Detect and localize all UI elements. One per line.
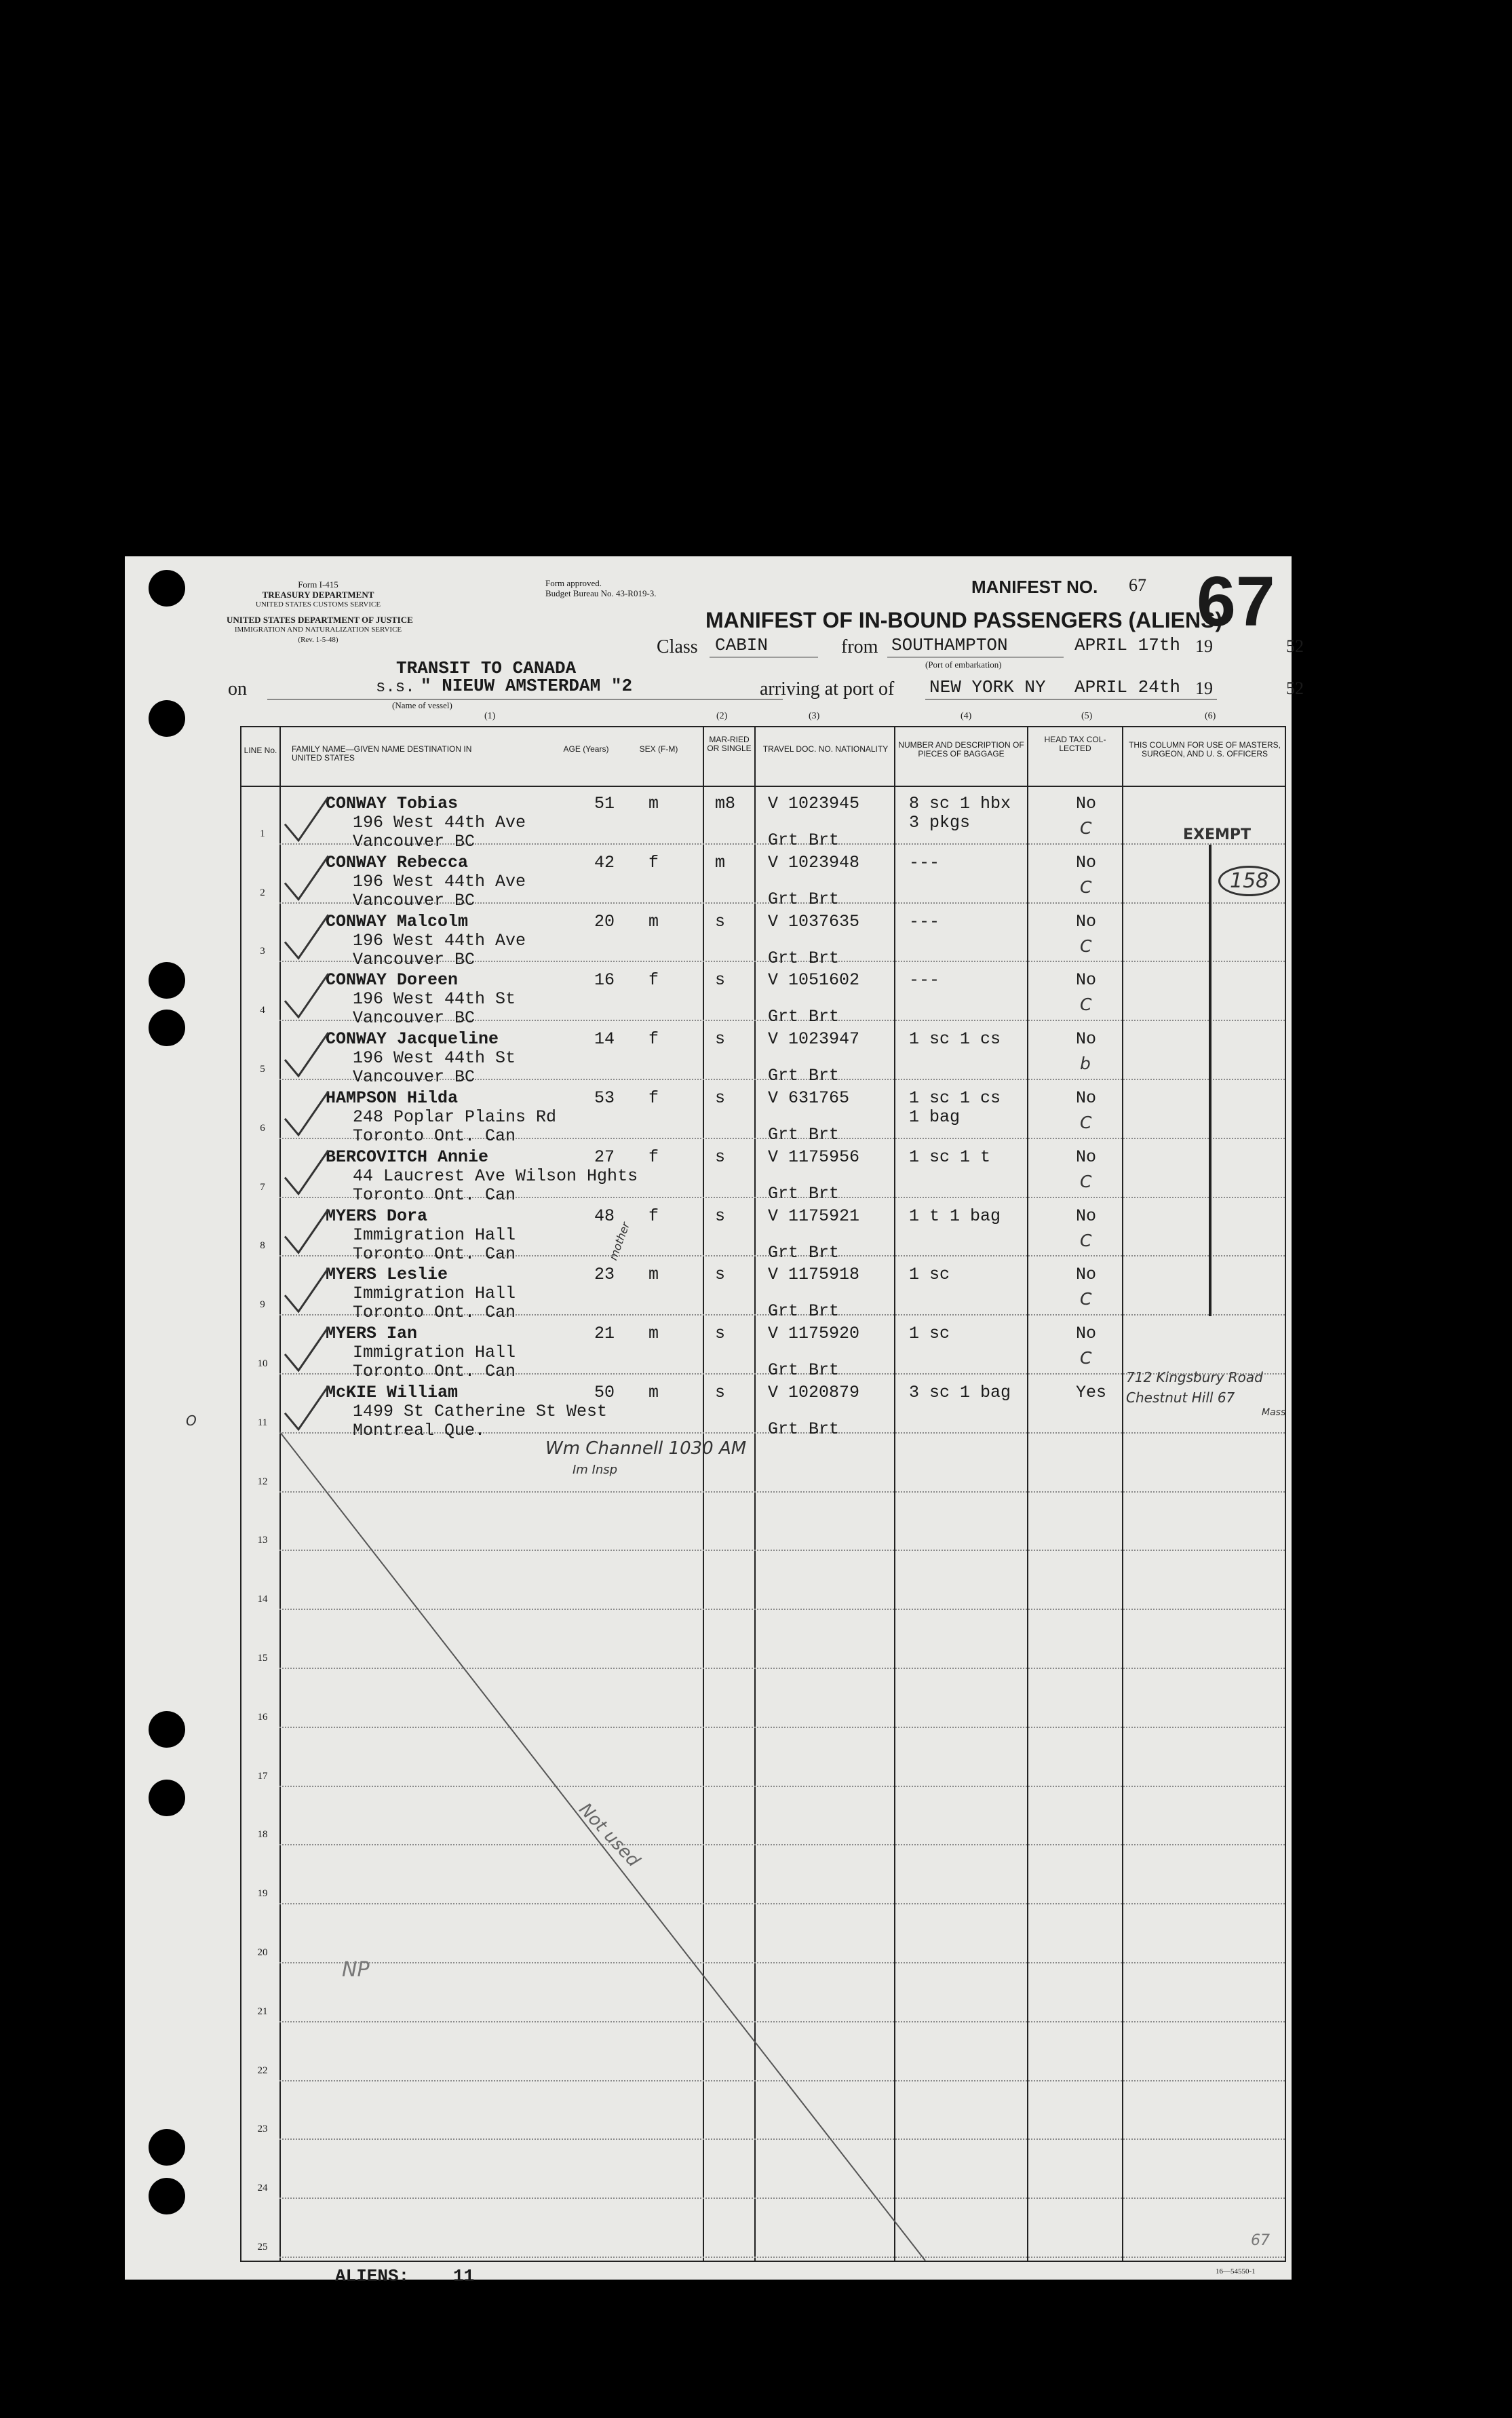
col-number: (6) <box>1205 711 1216 721</box>
line-number: 18 <box>257 1829 268 1841</box>
passenger-address-city: Vancouver BC <box>353 832 476 851</box>
passenger-age: 50 <box>594 1383 615 1402</box>
passenger-marital: m <box>715 852 726 872</box>
check-mark <box>285 915 328 958</box>
passenger-address-city: Toronto Ont. Can <box>353 1126 516 1146</box>
passenger-name: CONWAY Jacqueline <box>326 1029 499 1050</box>
check-mark <box>285 1151 328 1194</box>
passenger-address-city: Vancouver BC <box>353 890 476 910</box>
passenger-address-line: 196 West 44th St <box>353 989 516 1010</box>
check-mark <box>285 1386 328 1429</box>
col-number: (1) <box>484 711 496 721</box>
passenger-sex: m <box>648 1383 659 1402</box>
line-number: 9 <box>260 1299 265 1311</box>
passenger-name: CONWAY Doreen <box>326 970 459 991</box>
passenger-tax-mark: C <box>1080 1348 1092 1368</box>
col-number: (4) <box>961 711 972 721</box>
passenger-head-tax: No <box>1076 794 1097 813</box>
passenger-travel-doc: V 1037635 <box>768 911 860 932</box>
passenger-baggage: 1 sc <box>909 1324 950 1344</box>
passenger-address-city: Toronto Ont. Can <box>353 1244 516 1264</box>
col-travel-doc: TRAVEL DOC. NO. NATIONALITY <box>762 744 889 754</box>
passenger-head-tax: No <box>1076 1088 1097 1108</box>
passenger-marital: s <box>715 970 726 991</box>
passenger-sex: f <box>648 970 659 991</box>
page-note: 67 <box>1251 2232 1270 2249</box>
passenger-age: 53 <box>594 1088 615 1108</box>
passenger-tax-mark: C <box>1080 877 1092 897</box>
line-number: 8 <box>260 1240 265 1252</box>
passenger-head-tax: Yes <box>1076 1383 1107 1402</box>
passenger-sex: m <box>648 1324 659 1344</box>
passenger-name: CONWAY Malcolm <box>326 911 469 932</box>
line-number: 19 <box>257 1888 268 1900</box>
line-number: 25 <box>257 2242 268 2252</box>
print-code: 16—54550-1 <box>1216 2267 1256 2276</box>
mckie-note-1: 712 Kingsbury Road <box>1126 1369 1263 1385</box>
passenger-name: CONWAY Rebecca <box>326 852 469 872</box>
passenger-address-line: 196 West 44th Ave <box>353 930 526 951</box>
passenger-sex: m <box>648 911 659 932</box>
line-number: 17 <box>257 1770 268 1782</box>
passenger-marital: s <box>715 1206 726 1226</box>
passenger-name: CONWAY Tobias <box>326 794 459 813</box>
manifest-title: MANIFEST OF IN-BOUND PASSENGERS (ALIENS) <box>705 608 1223 632</box>
line-number: 4 <box>260 1005 265 1016</box>
col-married: MAR-RIED OR SINGLE <box>707 735 752 753</box>
passenger-nationality: Grt Brt <box>768 948 840 968</box>
passenger-head-tax: No <box>1076 1265 1097 1285</box>
passenger-travel-doc: V 1023948 <box>768 852 860 872</box>
passenger-tax-mark: C <box>1080 936 1092 956</box>
passenger-travel-doc: V 1023947 <box>768 1029 860 1050</box>
passenger-travel-doc: V 1051602 <box>768 970 860 991</box>
inspector-title: Im Insp <box>573 1463 618 1477</box>
passenger-address-line: Immigration Hall <box>353 1225 516 1245</box>
passenger-nationality: Grt Brt <box>768 1242 840 1263</box>
year-prefix-1: 19 <box>1195 636 1213 656</box>
passenger-travel-doc: V 1020879 <box>768 1383 860 1402</box>
passenger-baggage: 1 t 1 bag <box>909 1206 1001 1226</box>
passenger-baggage: 1 sc 1 cs <box>909 1029 1001 1050</box>
passenger-name: McKIE William <box>326 1383 459 1402</box>
passenger-tax-mark: C <box>1080 1171 1092 1191</box>
line-number: 22 <box>257 2065 268 2076</box>
line-number: 13 <box>257 1535 268 1546</box>
passenger-travel-doc: V 1175921 <box>768 1206 860 1226</box>
exempt-note: EXEMPT <box>1183 826 1252 843</box>
line-number: 1 <box>260 828 265 839</box>
passenger-baggage: 1 sc <box>909 1265 950 1285</box>
line-number: 15 <box>257 1653 268 1664</box>
passenger-age: 27 <box>594 1147 615 1167</box>
vessel-caption: (Name of vessel) <box>392 700 452 710</box>
col-head-tax: HEAD TAX COL-LECTED <box>1044 735 1106 753</box>
passenger-head-tax: No <box>1076 852 1097 872</box>
line-number: 20 <box>257 1947 268 1958</box>
form-id: Form I-415 <box>298 579 338 590</box>
passenger-baggage: 1 sc 1 cs <box>909 1088 1001 1108</box>
mckie-note-3: Mass <box>1262 1407 1286 1418</box>
passenger-travel-doc: V 1175918 <box>768 1265 860 1285</box>
passenger-head-tax: No <box>1076 1147 1097 1167</box>
col-name-destination: FAMILY NAME—GIVEN NAME DESTINATION IN UNITED STATES <box>292 744 472 763</box>
passenger-nationality: Grt Brt <box>768 1183 840 1204</box>
passenger-baggage: 1 sc 1 t <box>909 1147 991 1167</box>
passenger-marital: m8 <box>715 794 736 813</box>
pen-marks <box>125 556 1292 2280</box>
revision: (Rev. 1-5-48) <box>298 636 338 644</box>
passenger-sex: f <box>648 852 659 872</box>
on-label: on <box>228 678 247 699</box>
passenger-marital: s <box>715 1324 726 1344</box>
line-number: 14 <box>257 1594 268 1605</box>
line-number: 12 <box>257 1476 268 1487</box>
col-number: (2) <box>716 711 728 721</box>
department: TREASURY DEPARTMENT <box>262 590 374 600</box>
passenger-baggage: --- <box>909 911 940 932</box>
passenger-age: 16 <box>594 970 615 991</box>
line-number: 5 <box>260 1064 265 1075</box>
col-line-no: LINE No. <box>244 746 277 755</box>
embarkation-port: SOUTHAMPTON <box>891 635 1008 655</box>
passenger-marital: s <box>715 1265 726 1285</box>
passenger-name: MYERS Dora <box>326 1206 428 1226</box>
passenger-baggage: --- <box>909 852 940 872</box>
passenger-nationality: Grt Brt <box>768 1360 840 1381</box>
passenger-name: MYERS Leslie <box>326 1265 448 1285</box>
class-value: CABIN <box>715 635 769 655</box>
passenger-name: BERCOVITCH Annie <box>326 1147 489 1167</box>
manifest-no-big: 67 <box>1197 562 1275 641</box>
mother-note: mother <box>606 1220 632 1263</box>
col-officers: THIS COLUMN FOR USE OF MASTERS, SURGEON, AND U. S. OFFICERS <box>1129 740 1281 759</box>
line-number: 21 <box>257 2006 268 2017</box>
passenger-nationality: Grt Brt <box>768 1301 840 1322</box>
passenger-tax-mark: C <box>1080 818 1092 838</box>
mckie-note-2: Chestnut Hill 67 <box>1126 1389 1235 1406</box>
passenger-address-city: Vancouver BC <box>353 1067 476 1088</box>
passenger-age: 51 <box>594 794 615 813</box>
passenger-age: 23 <box>594 1265 615 1285</box>
passenger-address-city: Vancouver BC <box>353 949 476 970</box>
ins-service: IMMIGRATION AND NATURALIZATION SERVICE <box>234 626 402 634</box>
col-baggage: NUMBER AND DESCRIPTION OF PIECES OF BAGGAGE <box>898 740 1024 759</box>
passenger-address-city: Montreal Que. <box>353 1421 486 1440</box>
passenger-sex: f <box>648 1147 659 1167</box>
passenger-address-city: Toronto Ont. Can <box>353 1303 516 1323</box>
passenger-head-tax: No <box>1076 911 1097 932</box>
line-number: 3 <box>260 946 265 957</box>
departure-date: APRIL 17th <box>1074 635 1181 655</box>
passenger-age: 14 <box>594 1029 615 1050</box>
passenger-address-line: Immigration Hall <box>353 1343 516 1363</box>
line11-mark: O <box>186 1413 197 1429</box>
aliens-label: ALIENS: <box>335 2266 410 2286</box>
check-mark <box>285 974 328 1017</box>
passenger-sex: m <box>648 1265 659 1285</box>
embarkation-caption: (Port of embarkation) <box>925 659 1002 670</box>
form-approved: Form approved. <box>545 578 602 588</box>
lower-initials: NP <box>342 1958 370 1982</box>
passenger-marital: s <box>715 1383 726 1402</box>
budget-bureau: Budget Bureau No. 43-R019-3. <box>545 588 657 598</box>
passenger-address-line: 196 West 44th St <box>353 1048 516 1069</box>
arrival-port: NEW YORK NY <box>929 677 1046 697</box>
aliens-count: 11 <box>453 2266 475 2286</box>
class-label: Class <box>657 636 698 657</box>
passenger-baggage: 3 sc 1 bag <box>909 1383 1011 1402</box>
arrival-date: APRIL 24th <box>1074 677 1181 697</box>
passenger-tax-mark: C <box>1080 995 1092 1015</box>
passenger-head-tax: No <box>1076 970 1097 991</box>
passenger-tax-mark: C <box>1080 1113 1092 1132</box>
passenger-name: MYERS Ian <box>326 1324 418 1344</box>
passenger-address-line: 248 Poplar Plains Rd <box>353 1107 557 1127</box>
passenger-age: 48 <box>594 1206 615 1226</box>
passenger-nationality: Grt Brt <box>768 889 840 909</box>
col-sex: SEX (F-M) <box>639 744 678 754</box>
passenger-marital: s <box>715 1088 726 1108</box>
passenger-address-line: Immigration Hall <box>353 1284 516 1304</box>
line-number: 23 <box>257 2124 268 2135</box>
passenger-address-city: Toronto Ont. Can <box>353 1185 516 1205</box>
passenger-address-line: 196 West 44th Ave <box>353 871 526 891</box>
passenger-nationality: Grt Brt <box>768 1125 840 1145</box>
manifest-label: MANIFEST NO. <box>971 577 1098 597</box>
passenger-tax-mark: C <box>1080 1230 1092 1250</box>
line-number: 10 <box>257 1358 268 1369</box>
check-mark <box>285 797 328 841</box>
passenger-sex: f <box>648 1088 659 1108</box>
line-number: 16 <box>257 1711 268 1723</box>
col-number: (3) <box>809 711 820 721</box>
transit-note: TRANSIT TO CANADA <box>396 658 577 678</box>
passenger-baggage: 8 sc 1 hbx <box>909 794 1011 813</box>
passenger-age: 21 <box>594 1324 615 1344</box>
line-number: 6 <box>260 1122 265 1134</box>
passenger-baggage: --- <box>909 970 940 991</box>
passenger-name: HAMPSON Hilda <box>326 1088 459 1108</box>
passenger-nationality: Grt Brt <box>768 830 840 850</box>
from-label: from <box>841 636 878 657</box>
passenger-head-tax: No <box>1076 1029 1097 1050</box>
passenger-travel-doc: V 1175920 <box>768 1324 860 1344</box>
customs-service: UNITED STATES CUSTOMS SERVICE <box>255 600 381 609</box>
check-mark <box>285 1209 328 1252</box>
line-number: 11 <box>257 1417 268 1428</box>
manifest-page <box>125 556 1304 2286</box>
check-mark <box>285 1033 328 1076</box>
line-number: 24 <box>257 2183 268 2194</box>
passenger-nationality: Grt Brt <box>768 1007 840 1027</box>
passenger-tax-mark: C <box>1080 1289 1092 1309</box>
col-age: AGE (Years) <box>563 744 609 754</box>
vessel-prefix: s.s. <box>376 678 415 697</box>
check-mark <box>285 1092 328 1135</box>
inspector-signature: Wm Channell 1030 AM <box>545 1438 747 1459</box>
passenger-head-tax: No <box>1076 1324 1097 1344</box>
passenger-sex: f <box>648 1206 659 1226</box>
manifest-no-small: 67 <box>1129 575 1146 595</box>
passenger-tax-mark: b <box>1080 1054 1091 1074</box>
year-suffix-2: 52 <box>1286 678 1304 698</box>
passenger-address-city: Toronto Ont. Can <box>353 1362 516 1382</box>
check-mark <box>285 1268 328 1311</box>
passenger-address-line: 44 Laucrest Ave Wilson Hghts <box>353 1166 638 1186</box>
arriving-label: arriving at port of <box>760 678 895 699</box>
passenger-address-city: Vancouver BC <box>353 1008 476 1029</box>
check-mark <box>285 1327 328 1370</box>
year-suffix-1: 52 <box>1286 636 1304 656</box>
passenger-travel-doc: V 1175956 <box>768 1147 860 1167</box>
not-used-diagonal <box>279 1432 925 2261</box>
passenger-address-line: 196 West 44th Ave <box>353 813 526 832</box>
passenger-nationality: Grt Brt <box>768 1066 840 1086</box>
line-number: 2 <box>260 887 265 898</box>
passenger-address-line: 1499 St Catherine St West <box>353 1402 608 1421</box>
passenger-age: 20 <box>594 911 615 932</box>
not-used-note: Not used <box>575 1799 644 1871</box>
passenger-marital: s <box>715 1029 726 1050</box>
passenger-sex: f <box>648 1029 659 1050</box>
passenger-nationality: Grt Brt <box>768 1419 840 1439</box>
line-number: 7 <box>260 1181 265 1193</box>
circled-number: 158 <box>1218 866 1280 896</box>
passenger-baggage-extra: 3 pkgs <box>909 813 971 832</box>
passenger-sex: m <box>648 794 659 813</box>
passenger-travel-doc: V 631765 <box>768 1088 850 1108</box>
passenger-age: 42 <box>594 852 615 872</box>
passenger-marital: s <box>715 1147 726 1167</box>
passenger-marital: s <box>715 911 726 932</box>
passenger-baggage-extra: 1 bag <box>909 1107 961 1127</box>
passenger-travel-doc: V 1023945 <box>768 794 860 813</box>
passenger-head-tax: No <box>1076 1206 1097 1226</box>
check-mark <box>285 856 328 900</box>
justice-department: UNITED STATES DEPARTMENT OF JUSTICE <box>227 615 413 625</box>
year-prefix-2: 19 <box>1195 678 1213 698</box>
vessel-name: " NIEUW AMSTERDAM "2 <box>421 676 633 696</box>
col-number: (5) <box>1081 711 1093 721</box>
